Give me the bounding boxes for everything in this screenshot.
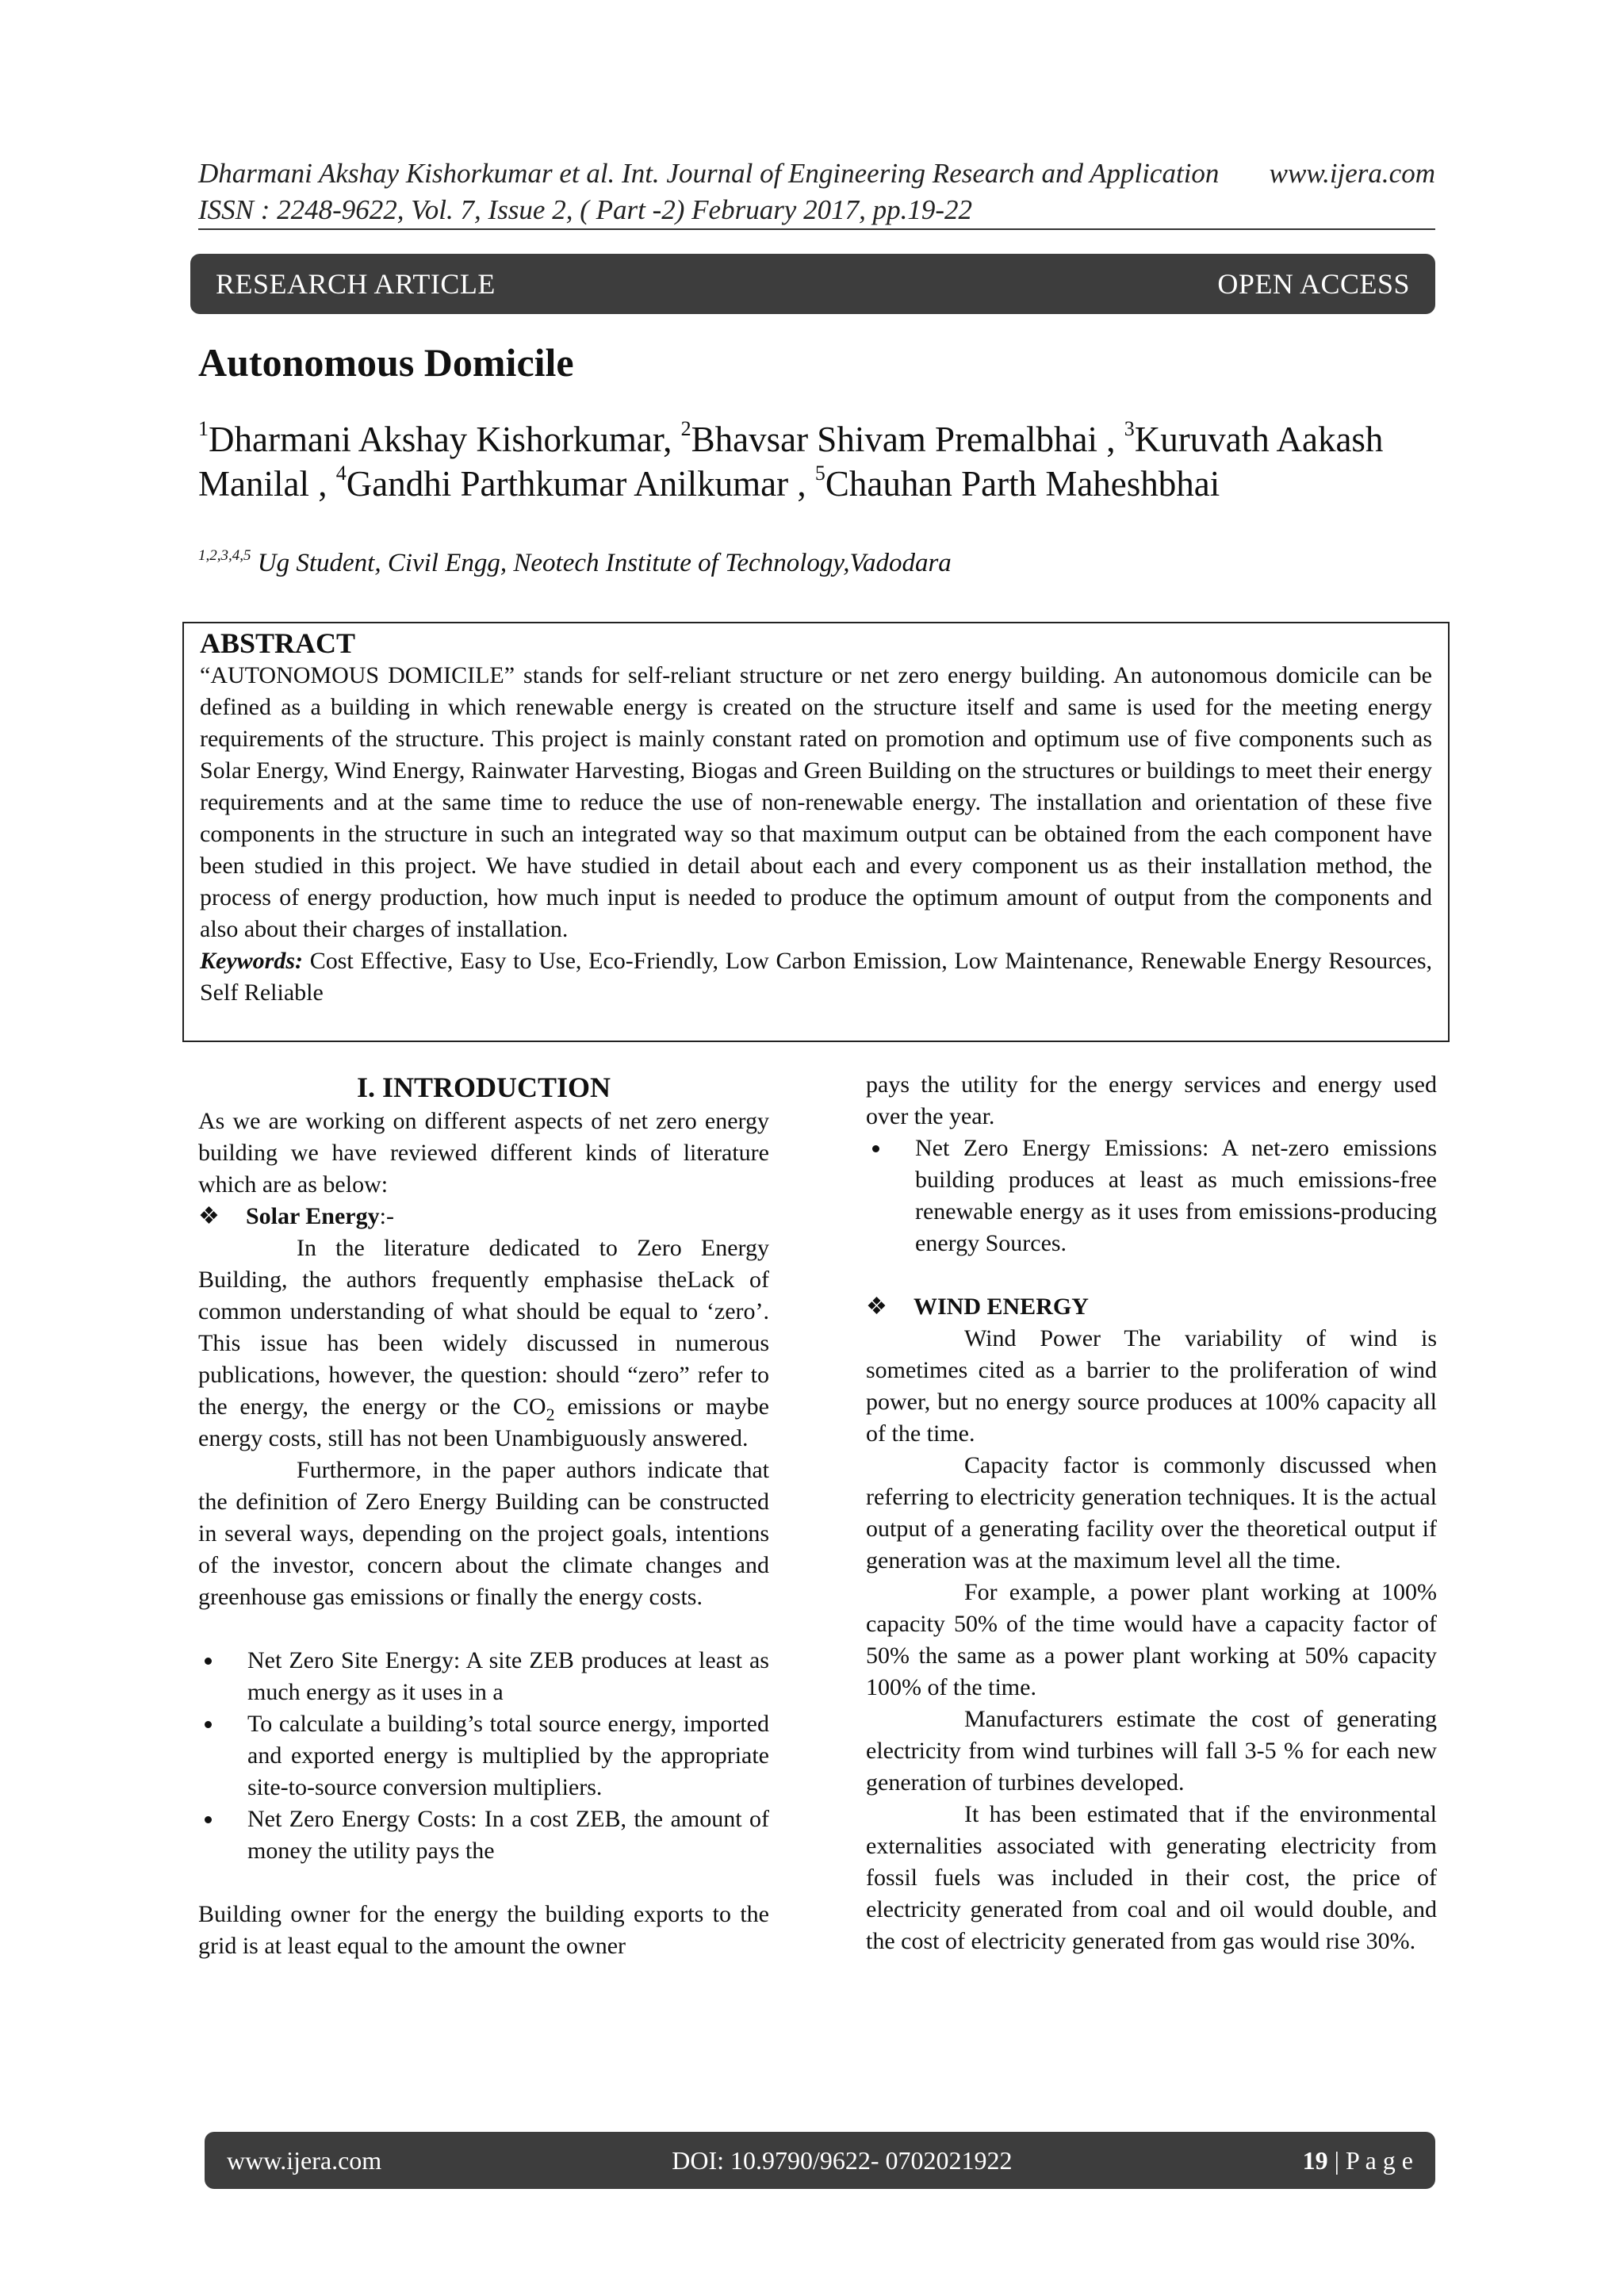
list-item bbox=[198, 1803, 769, 1867]
bullet-dot-icon bbox=[205, 1816, 212, 1823]
paragraph: It has been estimated that if the environmental externalities associated with generating electricity from fossil fuels was included in their cost, the price of electricity generated from coal and oil would double, and the cost of electricity generated from gas would rise 30%. bbox=[866, 1801, 1437, 1954]
issn-line: ISSN : 2248-9622, Vol. 7, Issue 2, ( Part -2) February 2017, pp.19-22 bbox=[198, 194, 973, 225]
keywords-text: Cost Effective, Easy to Use, Eco-Friendly, Low Carbon Emission, Low Maintenance, Renewable Energy Resources, Self Reliable bbox=[200, 948, 1432, 1006]
author-name: Chauhan Parth Maheshbhai bbox=[825, 464, 1220, 504]
running-header bbox=[198, 155, 1435, 228]
header-divider bbox=[198, 228, 1435, 230]
wind-energy-label: WIND ENERGY bbox=[914, 1294, 1089, 1320]
author-index: 5 bbox=[814, 462, 825, 485]
paragraph: Furthermore, in the paper authors indicate that the definition of Zero Energy Building can be constructed in several ways, depending on the project goals, intentions of the investor, concern about the climate changes and greenhouse gas emissions or finally the energy costs. bbox=[198, 1457, 769, 1610]
paragraph: Wind Power The variability of wind is sometimes cited as a barrier to the proliferation of wind power, but no energy source produces at 100% capacity all of the time. bbox=[866, 1325, 1437, 1447]
left-column bbox=[198, 1069, 769, 1962]
author-name: Dharmani Akshay Kishorkumar, bbox=[209, 420, 681, 459]
paragraph: Capacity factor is commonly discussed when referring to electricity generation techniques. It is the actual output of a generating facility over the theoretical output if generation was at the maximum level all the time. bbox=[866, 1452, 1437, 1573]
author-index: 3 bbox=[1124, 417, 1135, 440]
author-name: Gandhi Parthkumar Anilkumar , bbox=[346, 464, 815, 504]
doi: DOI: 10.9790/9622- 0702021922 bbox=[672, 2145, 1013, 2175]
list-item-text: Net Zero Energy Costs: In a cost ZEB, the amount of money the utility pays the bbox=[247, 1806, 769, 1864]
subheading-wind-energy bbox=[866, 1291, 1437, 1323]
abstract-heading: ABSTRACT bbox=[200, 627, 356, 659]
paper-title: Autonomous Domicile bbox=[198, 340, 574, 385]
list-item-text: To calculate a building’s total source energy, imported and exported energy is multiplied by the appropriate site-to-source conversion multipliers. bbox=[247, 1711, 769, 1800]
list-item bbox=[198, 1708, 769, 1803]
article-type-banner bbox=[190, 254, 1435, 314]
page-footer bbox=[205, 2132, 1435, 2189]
diamond-bullet-icon: ❖ bbox=[866, 1294, 887, 1320]
section-heading-introduction: I. INTRODUCTION bbox=[356, 1071, 611, 1103]
page-label: | P a g e bbox=[1327, 2145, 1413, 2175]
affiliation-indices: 1,2,3,4,5 bbox=[198, 547, 251, 564]
list-item bbox=[198, 1645, 769, 1708]
author-name: Bhavsar Shivam Premalbhai , bbox=[691, 420, 1124, 459]
right-column bbox=[866, 1069, 1437, 1957]
list-item-text: Net Zero Site Energy: A site ZEB produces at least as much energy as it uses in a bbox=[247, 1647, 769, 1705]
keywords-label: Keywords: bbox=[200, 948, 303, 974]
affiliation bbox=[198, 549, 952, 578]
bullet-list bbox=[866, 1133, 1437, 1259]
intro-paragraph: As we are working on different aspects of net zero energy building we have reviewed different kinds of literature which are as below: bbox=[198, 1108, 769, 1198]
paragraph: pays the utility for the energy services and energy used over the year. bbox=[866, 1071, 1437, 1129]
author-name: Kuruvath Aakash Manilal , bbox=[198, 420, 1384, 504]
bullet-dot-icon bbox=[205, 1721, 212, 1728]
paragraph bbox=[198, 1232, 769, 1455]
subscript: 2 bbox=[546, 1405, 555, 1424]
author-index: 1 bbox=[198, 417, 209, 440]
page-number-value: 19 bbox=[1302, 2145, 1328, 2175]
list-item-text: Net Zero Energy Emissions: A net-zero emissions building produces at least as much emissions-free renewable energy as it uses from emissions-producing energy Sources. bbox=[915, 1135, 1437, 1256]
list-item bbox=[866, 1133, 1437, 1259]
paragraph: Building owner for the energy the building exports to the grid is at least equal to the amount the owner bbox=[198, 1901, 769, 1959]
research-article-label: RESEARCH ARTICLE bbox=[216, 268, 496, 300]
page-number bbox=[1303, 2146, 1413, 2175]
solar-energy-label: Solar Energy bbox=[246, 1203, 380, 1229]
keywords bbox=[200, 945, 1432, 1009]
solar-energy-suffix: :- bbox=[379, 1203, 394, 1229]
bullet-list bbox=[198, 1645, 769, 1867]
bullet-dot-icon bbox=[205, 1658, 212, 1665]
journal-citation: Dharmani Akshay Kishorkumar et al. Int. Journal of Engineering Research and Application bbox=[198, 158, 1220, 189]
abstract-text: “AUTONOMOUS DOMICILE” stands for self-reliant structure or net zero energy building. An autonomous domicile can be defined as a building in which renewable energy is created on the structure itself and same is used for the meeting energy requirements of the structure. This project is mainly constant rated on promotion and optimum use of five components such as Solar Energy, Wind Energy, Rainwater Harvesting, Biogas and Green Building on the structures or buildings to meet their energy requirements and at the same time to reduce the use of non-renewable energy. The installation and orientation of these five components in the structure in such an integrated way so that maximum output can be obtained from the each component have been studied in this project. We have studied in detail about each and every component us as their installation method, the process of energy production, how much input is needed to produce the optimum amount of output from the components and also about their charges of installation. bbox=[200, 662, 1432, 942]
open-access-label: OPEN ACCESS bbox=[1217, 268, 1410, 300]
author-index: 2 bbox=[680, 417, 691, 440]
bullet-dot-icon bbox=[872, 1145, 879, 1152]
paragraph: For example, a power plant working at 100% capacity 50% of the time would have a capacity factor of 50% the same as a power plant working at 50% capacity 100% of the time. bbox=[866, 1579, 1437, 1700]
diamond-bullet-icon: ❖ bbox=[198, 1203, 220, 1229]
affiliation-text: Ug Student, Civil Engg, Neotech Institute of Technology,Vadodara bbox=[251, 549, 952, 577]
journal-url[interactable]: www.ijera.com bbox=[1269, 158, 1435, 189]
author-list bbox=[198, 417, 1419, 506]
abstract-box bbox=[182, 622, 1450, 1042]
paragraph: Manufacturers estimate the cost of generating electricity from wind turbines will fall 3-5 % for each new generation of turbines developed. bbox=[866, 1706, 1437, 1796]
paragraph-text: In the literature dedicated to Zero Energy Building, the authors frequently emphasise theLack of common understanding of what should be equal to ‘zero’. This issue has been widely discussed in numerous publications, however, the question: should “zero” refer to the energy, the energy or the CO bbox=[198, 1235, 769, 1420]
author-index: 4 bbox=[335, 462, 347, 485]
subheading-solar-energy bbox=[198, 1201, 769, 1232]
footer-url[interactable]: www.ijera.com bbox=[227, 2145, 382, 2175]
paragraph-text: emissions or maybe energy costs, still has not been Unambiguously answered. bbox=[198, 1393, 769, 1451]
